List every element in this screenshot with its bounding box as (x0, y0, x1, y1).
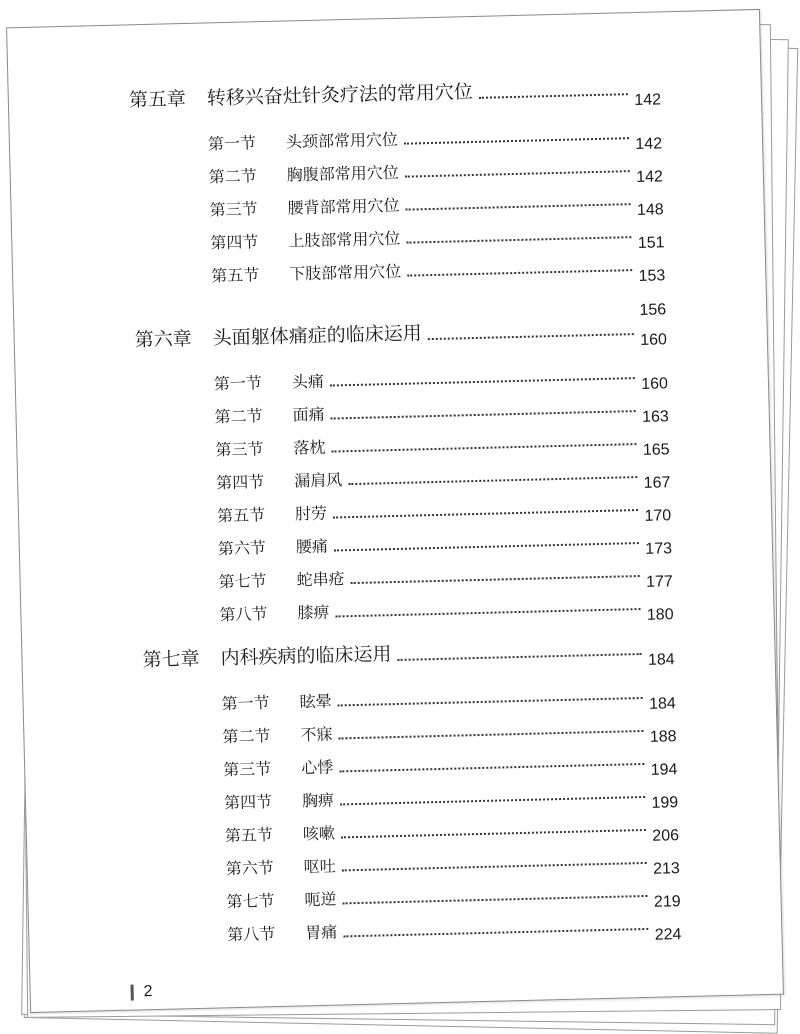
leader-dots (339, 763, 644, 772)
section-page-number: 167 (643, 474, 671, 492)
section-title: 胸腹部常用穴位 (286, 162, 399, 185)
section-title: 落枕 (293, 437, 326, 458)
chapter-entry[interactable] (142, 632, 675, 672)
chapter-title: 内科疾病的临床运用 (220, 643, 392, 670)
section-page-number: 180 (646, 606, 674, 624)
section-page-number: 142 (636, 168, 664, 187)
leader-dots (428, 333, 634, 340)
section-title: 眩晕 (299, 691, 332, 712)
section-title: 上肢部常用穴位 (288, 228, 401, 251)
leader-dots (398, 653, 642, 661)
section-page-number: 153 (638, 267, 666, 285)
section-page-number: 170 (644, 507, 672, 525)
chapter-page-number: 184 (647, 651, 675, 669)
section-number: 第五节 (224, 825, 274, 846)
leader-dots (341, 829, 646, 838)
section-number: 第一节 (207, 133, 257, 154)
section-page-number (639, 291, 667, 319)
page-folio (130, 983, 152, 1002)
section-title: 腰背部常用穴位 (287, 195, 400, 218)
section-entry[interactable] (219, 591, 673, 625)
section-title: 肘劳 (294, 503, 328, 524)
section-title: 蛇串疮 (296, 569, 345, 590)
section-entry[interactable] (214, 393, 668, 427)
section-page-number: 206 (652, 827, 680, 845)
section-title: 胸痹 (301, 790, 335, 811)
section-entry[interactable] (215, 426, 669, 460)
section-title: 胃痛 (305, 922, 338, 943)
section-entry[interactable] (227, 911, 681, 945)
section-page-number: 151 (637, 234, 665, 252)
section-number: 第六节 (225, 858, 274, 879)
section-page-number: 177 (645, 573, 674, 591)
leader-dots (331, 410, 636, 419)
chapter-title: 头面躯体痛症的临床运用 (212, 322, 422, 350)
section-number: 第二节 (214, 406, 263, 427)
folio-bar (130, 985, 133, 1001)
table-of-contents (7, 10, 783, 1012)
section-title: 漏肩风 (294, 470, 343, 491)
section-title: 腰痛 (295, 536, 329, 557)
section-entry[interactable] (210, 219, 664, 253)
section-page-number: 160 (641, 375, 669, 393)
leader-dots (339, 730, 644, 739)
leader-dots (336, 608, 641, 617)
section-entry[interactable] (222, 713, 676, 747)
leader-dots (343, 928, 648, 937)
section-entry[interactable] (211, 252, 665, 286)
section-entry[interactable] (225, 812, 679, 846)
section-number: 第一节 (221, 693, 270, 714)
chapter-title: 转移兴奋灶针灸疗法的常用穴位 (206, 80, 474, 110)
leader-dots (334, 542, 639, 551)
section-title: 面痛 (292, 404, 325, 425)
chapter-number: 第六章 (134, 327, 193, 352)
section-title: 不寐 (300, 724, 333, 745)
section-page-number: 165 (642, 441, 670, 459)
section-entry[interactable] (218, 558, 672, 592)
section-title: 下肢部常用穴位 (288, 261, 402, 284)
section-number: 第八节 (227, 924, 276, 945)
section-page-number: 163 (641, 408, 669, 426)
section-entry[interactable] (208, 153, 662, 187)
leader-dots (333, 509, 638, 518)
section-page-number: 148 (636, 201, 664, 219)
section-page-number: 142 (635, 135, 663, 154)
section-title: 心悸 (301, 757, 334, 778)
chapter-number: 第五章 (128, 87, 187, 112)
leader-dots (348, 476, 637, 485)
section-title: 咳嗽 (302, 823, 336, 844)
section-number: 第七节 (226, 891, 275, 912)
section-page-number: 188 (649, 728, 677, 746)
section-entry[interactable] (216, 459, 670, 493)
section-number: 第二节 (208, 166, 258, 187)
section-entry[interactable] (223, 746, 677, 780)
leader-dots (406, 203, 631, 211)
leader-dots (343, 895, 648, 904)
section-number: 第三节 (215, 439, 264, 460)
section-number: 第五节 (216, 505, 266, 526)
leader-dots (406, 236, 631, 244)
chapter-number: 第七章 (142, 647, 200, 672)
section-title: 头痛 (291, 371, 325, 392)
section-entry[interactable] (217, 492, 671, 526)
chapter-page-number: 160 (639, 331, 668, 349)
leader-dots (479, 93, 628, 99)
section-title: 呕吐 (303, 856, 336, 877)
section-entry[interactable] (208, 120, 662, 154)
leader-dots (351, 575, 640, 584)
toc-page (6, 9, 784, 1013)
section-number: 第八节 (219, 604, 268, 625)
section-number: 第三节 (223, 759, 272, 780)
section-number: 第四节 (210, 232, 259, 253)
leader-dots (340, 796, 645, 805)
section-page-number: 194 (650, 761, 678, 779)
leader-dots (332, 443, 637, 452)
section-number: 第六节 (217, 538, 267, 559)
section-number: 第四节 (216, 472, 265, 493)
section-page-number: 199 (651, 794, 679, 812)
chapter-entry[interactable] (134, 312, 667, 352)
section-entry[interactable] (214, 360, 668, 394)
leader-dots (404, 137, 629, 145)
section-page-number: 213 (652, 860, 681, 878)
section-page-number: 173 (645, 540, 673, 558)
page-number: 2 (143, 983, 153, 1001)
chapter-entry[interactable] (129, 72, 662, 112)
chapter-page-number: 142 (634, 91, 662, 110)
leader-dots (405, 170, 630, 178)
section-entry[interactable] (226, 878, 680, 912)
section-title: 头颈部常用穴位 (285, 129, 399, 152)
section-number: 第二节 (222, 726, 271, 747)
section-page-number: 184 (648, 695, 676, 713)
section-page-number: 224 (654, 926, 682, 944)
section-entry[interactable] (221, 680, 675, 714)
section-page-number: 219 (653, 893, 681, 911)
trailing-page-number: 156 (639, 301, 667, 319)
section-number: 第四节 (223, 792, 273, 813)
leader-dots (338, 697, 643, 706)
section-title: 膝痹 (297, 602, 330, 623)
section-entry[interactable] (225, 845, 679, 879)
section-number: 第三节 (209, 199, 258, 220)
leader-dots (330, 377, 635, 386)
section-entry[interactable] (224, 779, 678, 813)
section-title: 呃逆 (304, 889, 337, 910)
section-number: 第一节 (213, 373, 263, 394)
leader-dots (407, 269, 632, 277)
section-entry[interactable] (218, 525, 672, 559)
leader-dots (342, 862, 647, 871)
section-number: 第五节 (210, 265, 260, 286)
section-entry[interactable] (209, 186, 663, 220)
section-number: 第七节 (218, 571, 267, 592)
